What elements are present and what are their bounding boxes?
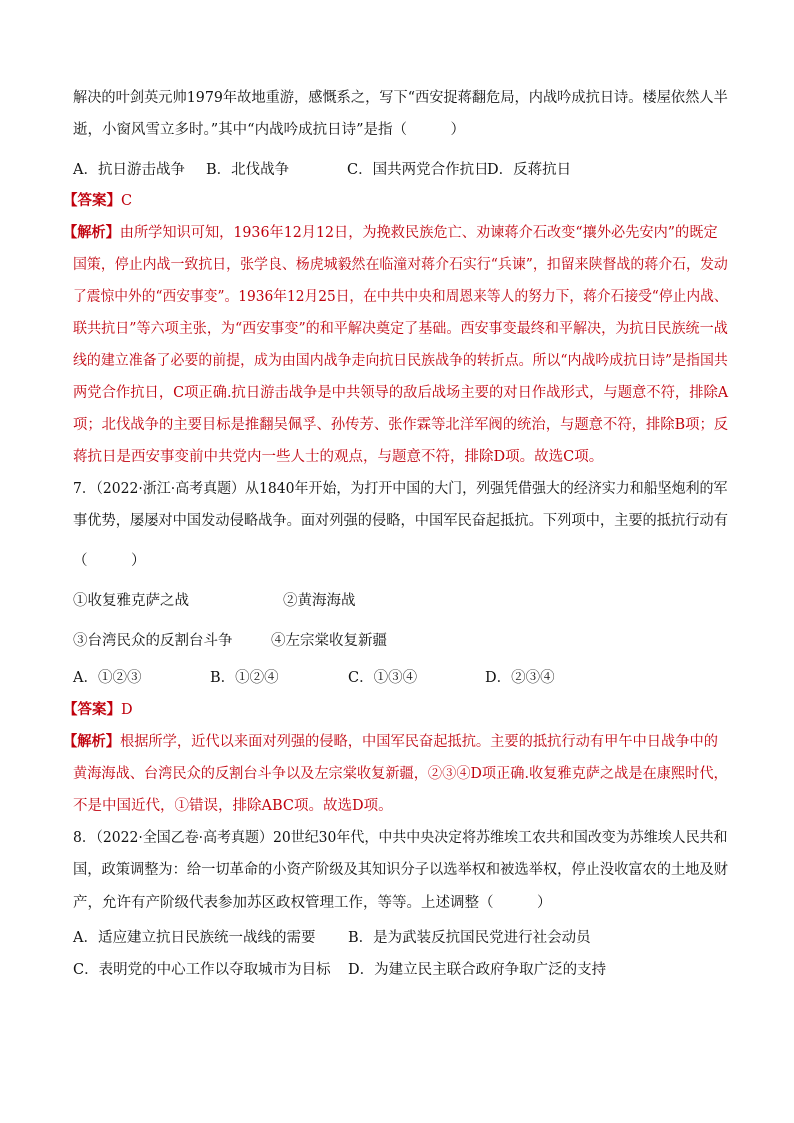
answer-label: 【答案】 [63,701,121,718]
analysis-text: 由所学知识可知，1936年12月12日，为挽救民族危亡、劝谏蒋介石改变“攘外必先安内”的既定 [119,225,718,241]
q6-option-b: B．北伐战争 [206,162,290,178]
q8-stem-line-2: 国，政策调整为：给一切革命的小资产阶级及其知识分子以选举权和被选举权，停止没收富农的土地及财 [73,862,728,878]
q7-analysis-line-2: 黄海海战、台湾民众的反割台斗争以及左宗棠收复新疆，②③④D项正确.收复雅克萨之战是在康熙时代， [73,766,728,782]
q7-items-row-1 [73,589,356,613]
q8-option-c: C．表明党的中心工作以夺取城市为目标 [73,962,331,978]
q8-option-b: B．是为武装反抗国民党进行社会动员 [348,930,591,946]
q8-stem-line-3: 产，允许有产阶级代表参加苏区政权管理工作，等等。上述调整（ ） [73,895,552,911]
q7-options [73,666,555,690]
q6-analysis-line-1 [63,221,718,245]
q7-items-row-2 [73,629,387,653]
q7-stem-line-1: 7．（2022·浙江·高考真题）从1840年开始，为打开中国的大门，列强凭借强大的经济实力和船坚炮利的军 [73,481,728,497]
q6-analysis-line-4: 联共抗日”等六项主张，为“西安事变”的和平解决奠定了基础。西安事变最终和平解决，为抗日民族统一战 [73,321,728,337]
q6-stem-line-2: 逝，小窗风雪立多时。”其中“内战吟成抗日诗”是指（ ） [73,122,465,138]
q7-item-2: ②黄海海战 [283,593,356,609]
q7-option-a: A．①②③ [73,670,142,686]
q7-item-3: ③台湾民众的反割台斗争 [73,633,233,649]
q6-analysis-line-2: 国策，停止内战一致抗日，张学良、杨虎城毅然在临潼对蒋介石实行“兵谏”，扣留来陕督战的蒋介石，发动 [73,257,728,273]
answer-value: D [121,702,133,718]
q7-item-1: ①收复雅克萨之战 [73,593,189,609]
q6-stem-line-1: 解决的叶剑英元帅1979年故地重游，感慨系之，写下“西安捉蒋翻危局，内战吟成抗日诗。楼屋依然人半 [73,90,728,106]
q8-option-d: D．为建立民主联合政府争取广泛的支持 [348,962,607,978]
analysis-text: 根据所学，近代以来面对列强的侵略，中国军民奋起抵抗。主要的抵抗行动有甲午中日战争中的 [119,734,718,750]
q6-analysis-line-3: 了震惊中外的“西安事变”。1936年12月25日，在中共中央和周恩来等人的努力下，蒋介石接受“停止内战、 [73,289,728,305]
q8-option-a: A．适应建立抗日民族统一战线的需要 [73,930,316,946]
answer-label: 【答案】 [63,192,121,209]
analysis-label: 【解析】 [63,224,120,241]
q7-stem-line-3: （ ） [73,553,146,569]
q8-stem-line-1: 8．（2022·全国乙卷·高考真题）20世纪30年代，中共中央决定将苏维埃工农共和国改变为苏维埃人民共和 [73,830,728,846]
analysis-label: 【解析】 [63,733,120,750]
q7-option-d: D．②③④ [485,670,555,686]
q6-analysis-line-6: 两党合作抗日，C项正确.抗日游击战争是中共领导的敌后战场主要的对日作战形式，与题意不符，排除A [73,385,729,401]
q6-analysis-line-7: 项；北伐战争的主要目标是推翻吴佩孚、孙传芳、张作霖等北洋军阀的统治，与题意不符，排除B项；反 [73,417,729,433]
q8-options-row-2 [73,958,606,982]
q7-option-c: C．①③④ [348,670,418,686]
q6-option-d: D．反蒋抗日 [487,162,572,178]
q7-analysis-line-3: 不是中国近代，①错误，排除ABC项。故选D项。 [73,798,393,814]
q6-option-c: C．国共两党合作抗日 [347,162,489,178]
q7-answer [63,698,133,722]
q7-stem-line-2: 事优势，屡屡对中国发动侵略战争。面对列强的侵略，中国军民奋起抵抗。下列项中，主要的抵抗行动有 [73,513,728,529]
q6-analysis-line-5: 线的建立准备了必要的前提，成为由国内战争走向抗日民族战争的转折点。所以“内战吟成抗日诗”是指国共 [73,353,728,369]
q7-analysis-line-1 [63,730,718,754]
q7-option-b: B．①②④ [210,670,279,686]
q6-option-a: A．抗日游击战争 [73,162,185,178]
q6-analysis-line-8: 蒋抗日是西安事变前中共党内一些人士的观点，与题意不符，排除D项。故选C项。 [73,449,604,465]
q6-options [73,158,571,182]
answer-value: C [121,193,133,209]
q7-item-4: ④左宗棠收复新疆 [271,633,387,649]
q6-answer [63,189,132,213]
q8-options-row-1 [73,926,591,950]
